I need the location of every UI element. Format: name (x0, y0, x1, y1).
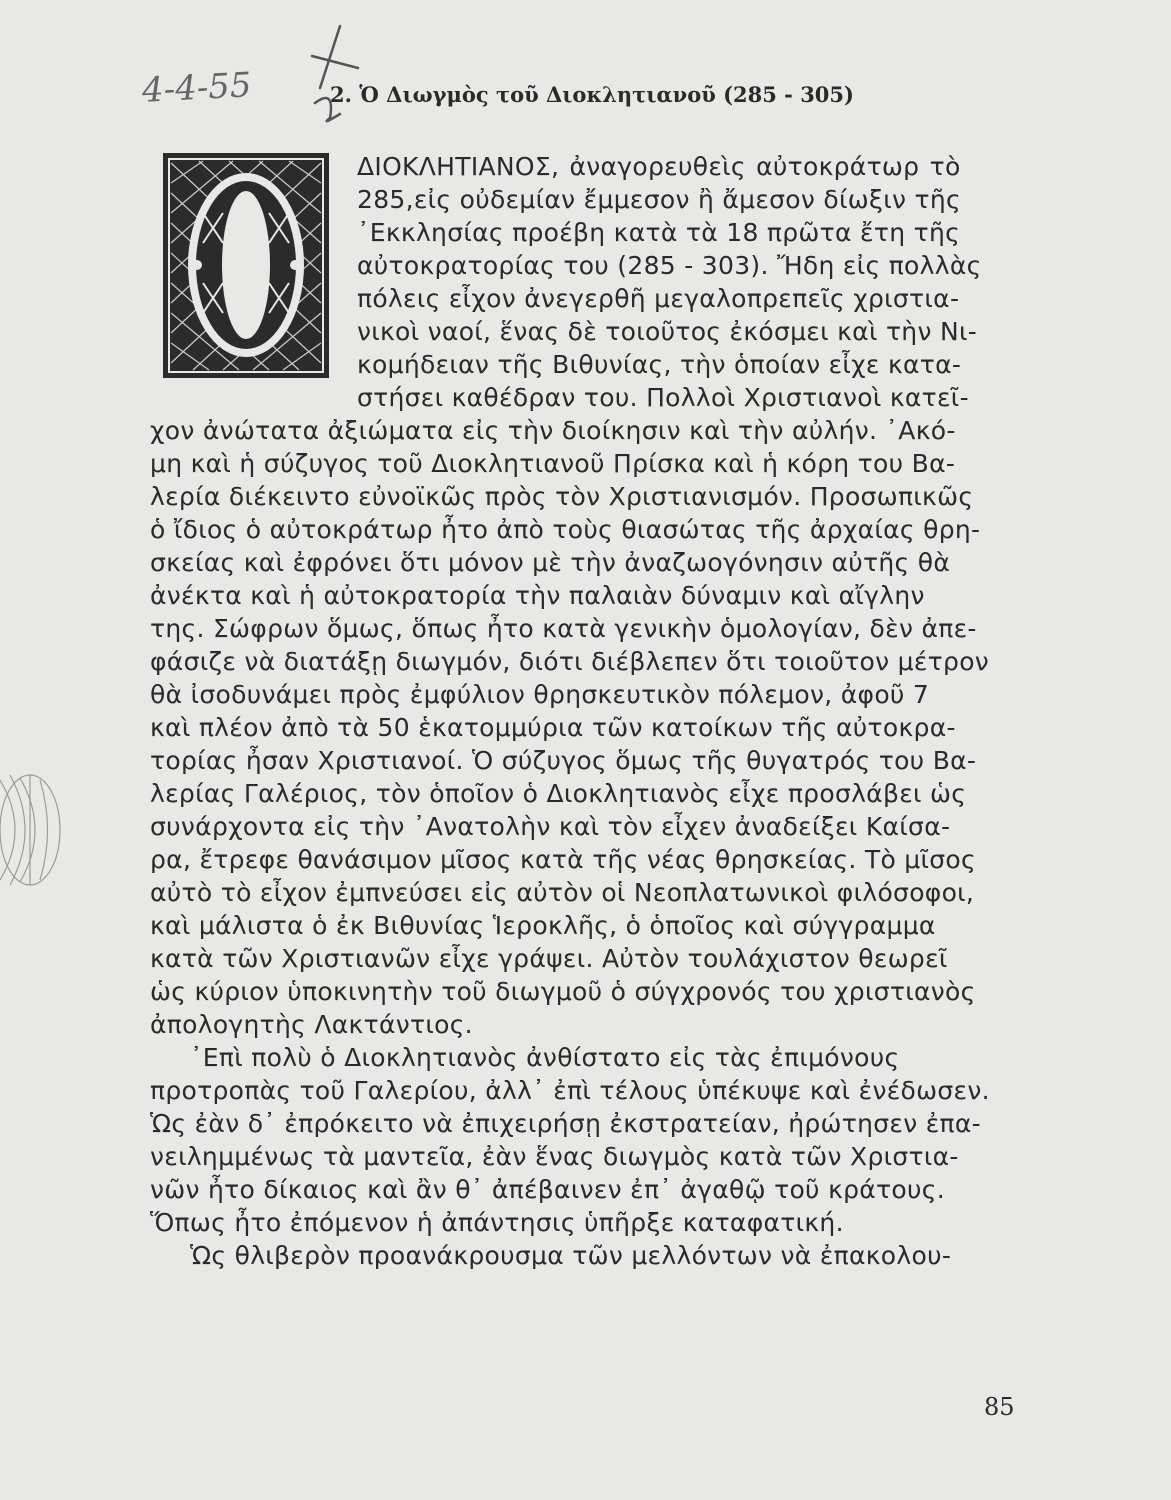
text-line: μη καὶ ἡ σύζυγος τοῦ Διοκλητιανοῦ Πρίσκα καὶ ἡ κόρη του Βα- (150, 449, 956, 478)
text-line: ρα, ἔτρεφε θανάσιμον μῖσος κατὰ τῆς νέας θρησκείας. Τὸ μῖσος (150, 845, 976, 874)
decorated-drop-cap (163, 153, 329, 378)
handwritten-date-note: 4-4-55 (141, 65, 253, 111)
text-line: ΔΙΟΚΛΗΤΙΑΝΟΣ, ἀναγορευθεὶς αὐτοκράτωρ τὸ (357, 152, 961, 181)
page-number: 85 (984, 1393, 1015, 1421)
text-line: νικοὶ ναοί, ἕνας δὲ τοιοῦτος ἐκόσμει καὶ τὴν Νι- (357, 317, 978, 346)
text-line: αὐτὸ τὸ εἶχον ἐμπνεύσει εἰς αὐτὸν οἱ Νεοπλατωνικοὶ φιλόσοφοι, (150, 878, 975, 907)
text-line: χον ἀνώτατα ἀξιώματα εἰς τὴν διοίκησιν καὶ τὴν αὐλήν. ᾿Ακό- (150, 416, 956, 445)
text-line: πόλεις εἶχον ἀνεγερθῆ μεγαλοπρεπεῖς χριστια- (357, 284, 960, 313)
text-line: ὡς κύριον ὑποκινητὴν τοῦ διωγμοῦ ὁ σύγχρονός του χριστιανὸς (150, 977, 976, 1006)
text-line: καὶ πλέον ἀπὸ τὰ 50 ἑκατομμύρια τῶν κατοίκων τῆς αὐτοκρα- (150, 713, 956, 742)
text-line: Ὅπως ἦτο ἐπόμενον ἡ ἀπάντησις ὑπῆρξε καταφατική. (150, 1208, 844, 1237)
text-line: ᾿Εκκλησίας προέβη κατὰ τὰ 18 πρῶτα ἔτη τῆς (357, 218, 961, 247)
text-line: νειλημμένως τὰ μαντεῖα, ἐὰν ἕνας διωγμὸς κατὰ τῶν Χριστια- (150, 1142, 959, 1171)
text-line: καὶ μάλιστα ὁ ἐκ Βιθυνίας Ἱεροκλῆς, ὁ ὁποῖος καὶ σύγγραμμα (150, 911, 936, 940)
text-line: ἀπολογητὴς Λακτάντιος. (150, 1010, 473, 1039)
text-line: κατὰ τῶν Χριστιανῶν εἶχε γράψει. Αὐτὸν τουλάχιστον θεωρεῖ (150, 944, 948, 973)
text-line: ἀνέκτα καὶ ἡ αὐτοκρατορία τὴν παλαιὰν δύναμιν καὶ αἴγλην (150, 581, 925, 610)
section-heading: 2. Ὁ Διωγμὸς τοῦ Διοκλητιανοῦ (285 - 305) (330, 82, 854, 107)
text-line: αὐτοκρατορίας του (285 - 303). Ἤδη εἰς πολλὰς (357, 251, 982, 280)
text-line: στήσει καθέδραν του. Πολλοὶ Χριστιανοὶ κατεῖ- (357, 383, 969, 412)
text-line: φάσιζε νὰ διατάξῃ διωγμόν, διότι διέβλεπεν ὅτι τοιοῦτον μέτρον (150, 647, 990, 676)
text-line: κομήδειαν τῆς Βιθυνίας, τὴν ὁποίαν εἶχε κατα- (357, 350, 962, 379)
text-line: τορίας ἦσαν Χριστιανοί. Ὁ σύζυγος ὅμως τῆς θυγατρός του Βα- (150, 746, 977, 775)
text-line: λερίας Γαλέριος, τὸν ὁποῖον ὁ Διοκλητιανὸς εἶχε προσλάβει ὡς (150, 779, 967, 808)
text-line: θὰ ἰσοδυνάμει πρὸς ἐμφύλιον θρησκευτικὸν πόλεμον, ἀφοῦ 7 (150, 680, 930, 709)
text-line: Ὡς θλιβερὸν προανάκρουσμα τῶν μελλόντων νὰ ἐπακολου- (190, 1241, 952, 1270)
text-line: σκείας καὶ ἐφρόνει ὅτι μόνον μὲ τὴν ἀναζωογόνησιν αὐτῆς θὰ (150, 548, 951, 577)
text-line: Ὡς ἐὰν δ᾿ ἐπρόκειτο νὰ ἐπιχειρήσῃ ἐκστρατείαν, ἠρώτησεν ἐπα- (150, 1109, 981, 1138)
text-line: της. Σώφρων ὅμως, ὅπως ἦτο κατὰ γενικὴν ὁμολογίαν, δὲν ἀπε- (150, 614, 977, 643)
text-line: 285,εἰς οὐδεμίαν ἔμμεσον ἢ ἄμεσον δίωξιν τῆς (357, 185, 961, 214)
text-line: νῶν ἦτο δίκαιος καὶ ἂν θ᾿ ἀπέβαινεν ἐπ᾿ ἀγαθῷ τοῦ κράτους. (150, 1175, 945, 1204)
text-line: ᾿Επὶ πολὺ ὁ Διοκλητιανὸς ἀνθίστατο εἰς τὰς ἐπιμόνους (190, 1043, 900, 1072)
text-line: ὁ ἴδιος ὁ αὐτοκράτωρ ἦτο ἀπὸ τοὺς θιασώτας τῆς ἀρχαίας θρη- (150, 515, 981, 544)
text-line: συνάρχοντα εἰς τὴν ᾿Ανατολὴν καὶ τὸν εἶχεν ἀναδείξει Καίσα- (150, 812, 951, 841)
pencil-doodle (0, 760, 90, 920)
text-line: προτροπὰς τοῦ Γαλερίου, ἀλλ᾿ ἐπὶ τέλους ὑπέκυψε καὶ ἐνέδωσεν. (150, 1076, 990, 1105)
handwritten-cross-mark (300, 18, 370, 128)
text-line: λερία διέκειντο εὐνοϊκῶς πρὸς τὸν Χριστιανισμόν. Προσωπικῶς (150, 482, 974, 511)
